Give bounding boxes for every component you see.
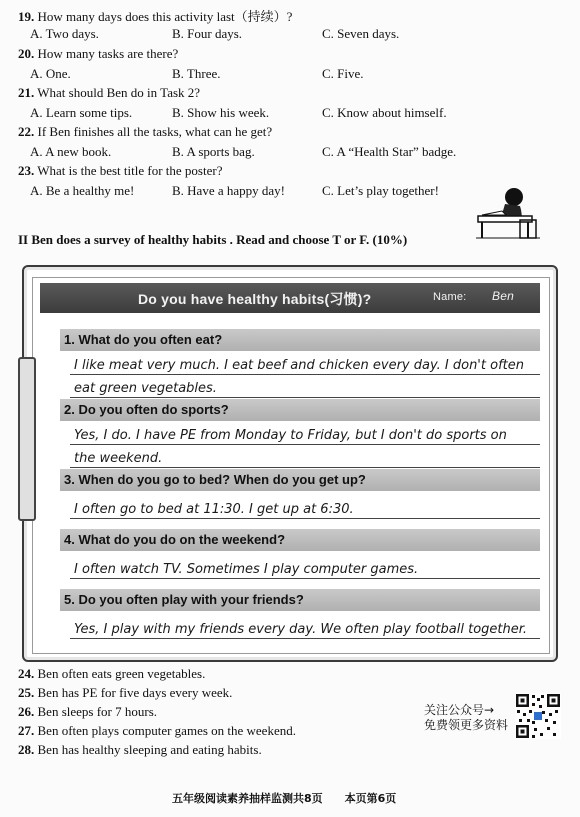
question-stem	[18, 6, 292, 25]
survey-question-5	[60, 589, 540, 611]
option-c[interactable]: C. Know about himself.	[322, 105, 447, 120]
survey-header	[40, 283, 540, 313]
answer-rule	[70, 578, 540, 579]
survey-answer-line: I often go to bed at 11:30. I get up at 6:30.	[74, 502, 354, 517]
promo-line-1: 关注公众号→	[424, 703, 495, 717]
statement-number: 26.	[18, 704, 35, 719]
statement-text: Ben often eats green vegetables.	[37, 666, 206, 681]
question-number: 22.	[18, 124, 35, 139]
option-a[interactable]: A. A new book.	[30, 144, 112, 159]
option-a[interactable]: A. Learn some tips.	[30, 105, 133, 120]
question-text: If Ben finishes all the tasks, what can he get?	[37, 124, 273, 139]
statement-25	[18, 685, 232, 701]
section-title: II Ben does a survey of healthy habits . Read and choose T or F. (10%)	[18, 232, 408, 247]
survey-question-text: 5. Do you often play with your friends?	[64, 592, 304, 607]
footer-total-pages: 五年级阅读素养抽样监测共8页	[172, 792, 323, 805]
survey-question-1	[60, 329, 540, 351]
promo-line-2: 免费领更多资料	[424, 718, 509, 732]
question-number: 20.	[18, 46, 35, 61]
question-text: How many tasks are there?	[37, 46, 179, 61]
option-b[interactable]: B. Three.	[172, 66, 221, 81]
survey-answer-line: I like meat very much. I eat beef and chicken every day. I don't often	[74, 358, 524, 373]
question-number: 21.	[18, 85, 35, 100]
statement-text: Ben has PE for five days every week.	[37, 685, 233, 700]
statement-number: 28.	[18, 742, 35, 757]
statement-text: Ben sleeps for 7 hours.	[37, 704, 158, 719]
option-c[interactable]: C. Five.	[322, 66, 364, 81]
option-a[interactable]: A. One.	[30, 66, 71, 81]
statement-26	[18, 704, 157, 720]
answer-rule	[70, 444, 540, 445]
statement-24	[18, 666, 205, 682]
survey-answer-line: Yes, I play with my friends every day. We often play football together.	[74, 622, 528, 637]
survey-answer-line: the weekend.	[74, 451, 163, 466]
option-b[interactable]: B. Have a happy day!	[172, 183, 285, 198]
survey-question-4	[60, 529, 540, 551]
promo-text	[424, 703, 516, 733]
question-stem	[18, 163, 222, 179]
option-c[interactable]: C. A “Health Star” badge.	[322, 144, 457, 159]
question-stem	[18, 85, 200, 101]
option-b[interactable]: B. Four days.	[172, 26, 243, 41]
question-stem	[18, 46, 178, 62]
binder-clip	[18, 357, 36, 521]
qr-code-icon[interactable]	[515, 693, 561, 739]
answer-rule	[70, 518, 540, 519]
survey-answer-line: eat green vegetables.	[74, 381, 217, 396]
answer-rule	[70, 374, 540, 375]
name-label: Name:	[433, 291, 467, 303]
question-stem	[18, 124, 272, 140]
question-number: 23.	[18, 163, 35, 178]
survey-answer-line: I often watch TV. Sometimes I play computer games.	[74, 562, 419, 577]
survey-question-text: 1. What do you often eat?	[64, 332, 223, 347]
statement-number: 25.	[18, 685, 35, 700]
statement-27	[18, 723, 296, 739]
footer-page-number: 本页第6页	[344, 792, 397, 805]
boy-studying-illustration	[472, 184, 544, 240]
question-number: 19.	[18, 9, 35, 24]
survey-sheet	[22, 265, 558, 662]
survey-question-3	[60, 469, 540, 491]
survey-question-text: 3. When do you go to bed? When do you get up?	[64, 472, 366, 487]
survey-question-2	[60, 399, 540, 421]
option-a[interactable]: A. Two days.	[30, 26, 99, 41]
option-b[interactable]: B. Show his week.	[172, 105, 270, 120]
survey-question-text: 4. What do you do on the weekend?	[64, 532, 286, 547]
statement-number: 24.	[18, 666, 35, 681]
survey-question-text: 2. Do you often do sports?	[64, 402, 229, 417]
statement-28	[18, 742, 262, 758]
survey-answer-line: Yes, I do. I have PE from Monday to Friday, but I don't do sports on	[74, 428, 507, 443]
answer-rule	[70, 638, 540, 639]
statement-text: Ben often plays computer games on the weekend.	[37, 723, 296, 738]
answer-rule	[70, 397, 540, 398]
question-text: What is the best title for the poster?	[37, 163, 223, 178]
option-b[interactable]: B. A sports bag.	[172, 144, 255, 159]
survey-title: Do you have healthy habits(习惯)?	[138, 291, 372, 307]
answer-rule	[70, 467, 540, 468]
question-text: What should Ben do in Task 2?	[37, 85, 201, 100]
page-footer	[172, 790, 418, 806]
option-c[interactable]: C. Let’s play together!	[322, 183, 439, 198]
statement-text: Ben has healthy sleeping and eating habits.	[37, 742, 262, 757]
option-c[interactable]: C. Seven days.	[322, 26, 400, 41]
option-a[interactable]: A. Be a healthy me!	[30, 183, 135, 198]
statement-number: 27.	[18, 723, 35, 738]
name-value: Ben	[492, 289, 514, 303]
question-text: How many days does this activity last（持续）?	[37, 9, 293, 24]
